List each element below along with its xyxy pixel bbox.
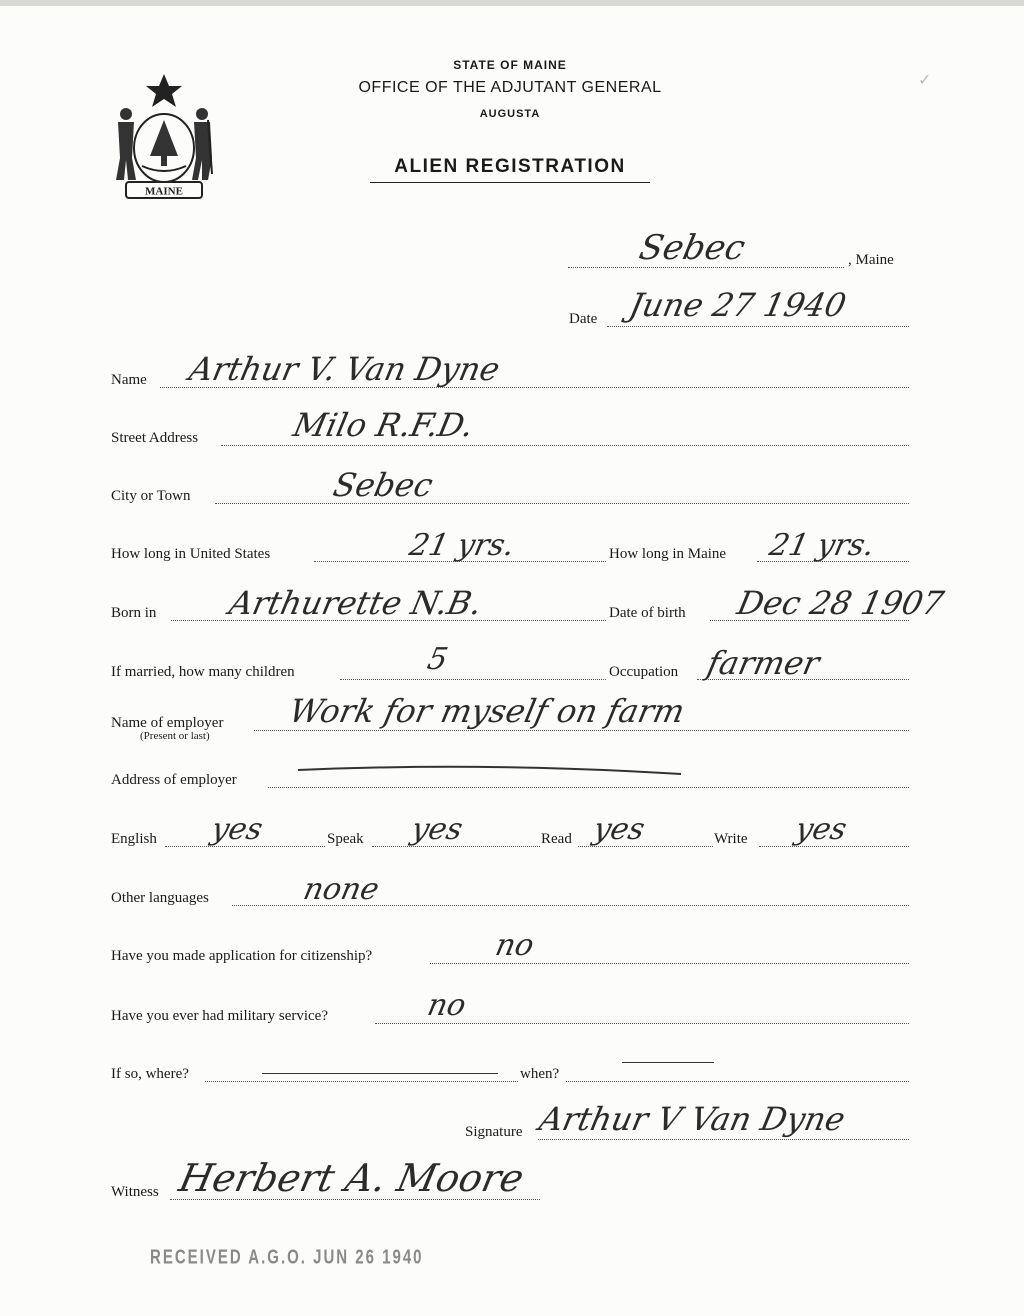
received-stamp: RECEIVED A.G.O. JUN 26 1940 xyxy=(150,1246,424,1269)
write-value[interactable]: yes xyxy=(792,812,850,847)
military-label: Have you ever had military service? xyxy=(111,1008,328,1024)
other-languages-label: Other languages xyxy=(111,890,209,906)
header-city: AUGUSTA xyxy=(479,108,541,120)
children-label: If married, how many children xyxy=(111,664,295,680)
employer-address-label: Address of employer xyxy=(111,772,237,788)
name-label: Name xyxy=(111,372,147,388)
employer-address-dash[interactable] xyxy=(296,760,686,780)
date-value[interactable]: June 27 1940 xyxy=(625,286,850,324)
city-label: City or Town xyxy=(111,488,191,504)
employer-name-sublabel: (Present or last) xyxy=(140,730,210,742)
how-long-us-label: How long in United States xyxy=(111,546,271,562)
how-long-maine-label: How long in Maine xyxy=(609,546,727,562)
speak-value[interactable]: yes xyxy=(408,812,466,847)
svg-text:MAINE: MAINE xyxy=(145,185,183,198)
children-value[interactable]: 5 xyxy=(424,642,451,677)
witness-label: Witness xyxy=(111,1184,159,1200)
signature-label: Signature xyxy=(465,1124,523,1140)
how-long-us-value[interactable]: 21 yrs. xyxy=(406,528,518,563)
employer-name-label: Name of employer xyxy=(111,715,224,731)
street-address-label: Street Address xyxy=(111,430,199,446)
check-mark: ✓ xyxy=(918,72,932,89)
occupation-label: Occupation xyxy=(609,664,679,680)
military-value[interactable]: no xyxy=(424,988,470,1023)
city-value[interactable]: Sebec xyxy=(329,466,437,504)
employer-name-value[interactable]: Work for myself on farm xyxy=(285,692,689,730)
occupation-value[interactable]: farmer xyxy=(703,644,823,682)
town-value[interactable]: Sebec xyxy=(635,228,749,268)
header-office: OFFICE OF THE ADJUTANT GENERAL xyxy=(358,79,662,96)
born-in-value[interactable]: Arthurette N.B. xyxy=(225,584,486,622)
form-title: ALIEN REGISTRATION xyxy=(370,156,650,183)
date-of-birth-label: Date of birth xyxy=(609,605,686,621)
where-dash[interactable] xyxy=(262,1073,498,1074)
citizenship-label: Have you made application for citizenship? xyxy=(111,948,373,964)
other-languages-value[interactable]: none xyxy=(300,872,383,907)
header-state: STATE OF MAINE xyxy=(453,58,567,72)
english-label: English xyxy=(111,831,157,847)
state-seal-icon xyxy=(112,70,216,202)
speak-label: Speak xyxy=(327,831,364,847)
write-label: Write xyxy=(714,831,748,847)
citizenship-value[interactable]: no xyxy=(492,928,538,963)
how-long-maine-value[interactable]: 21 yrs. xyxy=(766,528,878,563)
where-label: If so, where? xyxy=(111,1066,189,1082)
read-label: Read xyxy=(541,831,572,847)
date-label: Date xyxy=(569,311,598,327)
read-value[interactable]: yes xyxy=(590,812,648,847)
when-dash[interactable] xyxy=(622,1062,714,1063)
witness-value[interactable]: Herbert A. Moore xyxy=(175,1156,528,1200)
born-in-label: Born in xyxy=(111,605,157,621)
maine-label: , Maine xyxy=(848,252,894,268)
english-value[interactable]: yes xyxy=(208,812,266,847)
name-value[interactable]: Arthur V. Van Dyne xyxy=(185,350,504,388)
when-label: when? xyxy=(520,1066,560,1082)
street-address-value[interactable]: Milo R.F.D. xyxy=(289,406,478,444)
date-of-birth-value[interactable]: Dec 28 1907 xyxy=(733,584,948,622)
signature-value[interactable]: Arthur V Van Dyne xyxy=(535,1100,849,1138)
